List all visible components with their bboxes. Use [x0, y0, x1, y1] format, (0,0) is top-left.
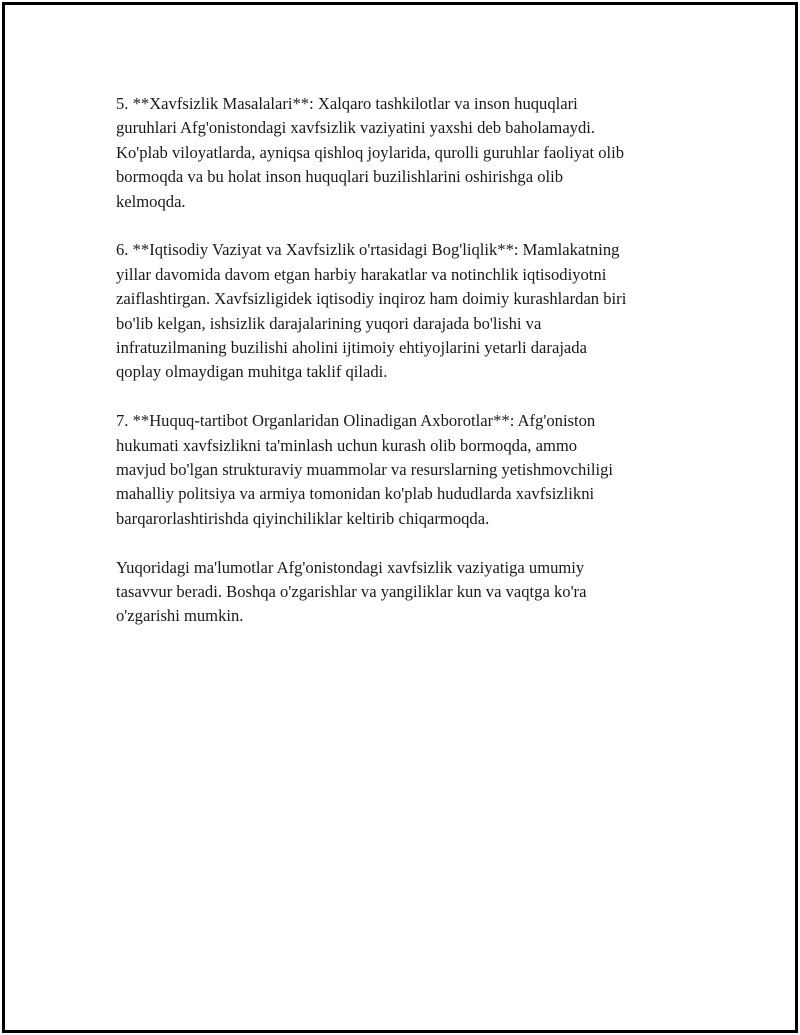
text-line: bormoqda va bu holat inson huquqlari buzilishlarini oshirishga olib	[116, 167, 564, 187]
text-line: barqarorlashtirishda qiyinchiliklar keltirib chiqarmoqda.	[116, 508, 490, 528]
text-line: 5. **Xavfsizlik Masalalari**: Xalqaro tashkilotlar va inson huquqlari	[116, 94, 578, 113]
document-body	[116, 92, 696, 653]
text-line: guruhlari Afg'onistondagi xavfsizlik vaziyatini yaxshi deb baholamaydi.	[116, 118, 596, 138]
text-line: yillar davomida davom etgan harbiy harakatlar va notinchlik iqtisodiyotni	[116, 264, 607, 284]
paragraph-security-issues	[116, 92, 696, 214]
text-line: kelmoqda.	[116, 191, 186, 211]
text-line: mavjud bo'lgan strukturaviy muammolar va resurslarning yetishmovchiligi	[116, 460, 614, 480]
text-line: tasavvur beradi. Boshqa o'zgarishlar va yangiliklar kun va vaqtga ko'ra	[116, 582, 587, 602]
text-line: qoplay olmaydigan muhitga taklif qiladi.	[116, 362, 388, 382]
text-line: bo'lib kelgan, ishsizlik darajalarining yuqori darajada bo'lishi va	[116, 313, 542, 333]
paragraph-summary	[116, 556, 696, 629]
text-line: Yuqoridagi ma'lumotlar Afg'onistondagi xavfsizlik vaziyatiga umumiy	[116, 557, 585, 577]
text-line: 7. **Huquq-tartibot Organlaridan Olinadigan Axborotlar**: Afg'oniston	[116, 411, 596, 431]
text-line: Ko'plab viloyatlarda, ayniqsa qishloq joylarida, qurolli guruhlar faoliyat olib	[116, 142, 625, 162]
text-line: o'zgarishi mumkin.	[116, 606, 244, 626]
text-line: mahalliy politsiya va armiya tomonidan ko'plab hududlarda xavfsizlikni	[116, 484, 595, 504]
text-line: infratuzilmaning buzilishi aholini ijtimoiy ehtiyojlarini yetarli darajada	[116, 338, 587, 358]
paragraph-law-enforcement	[116, 409, 696, 531]
text-line: hukumati xavfsizlikni ta'minlash uchun kurash olib bormoqda, ammo	[116, 435, 578, 455]
text-line: zaiflashtirgan. Xavfsizligidek iqtisodiy inqiroz ham doimiy kurashlardan biri	[116, 289, 627, 309]
text-line: 6. **Iqtisodiy Vaziyat va Xavfsizlik o'rtasidagi Bog'liqlik**: Mamlakatning	[116, 240, 620, 260]
paragraph-economy-security	[116, 238, 696, 384]
